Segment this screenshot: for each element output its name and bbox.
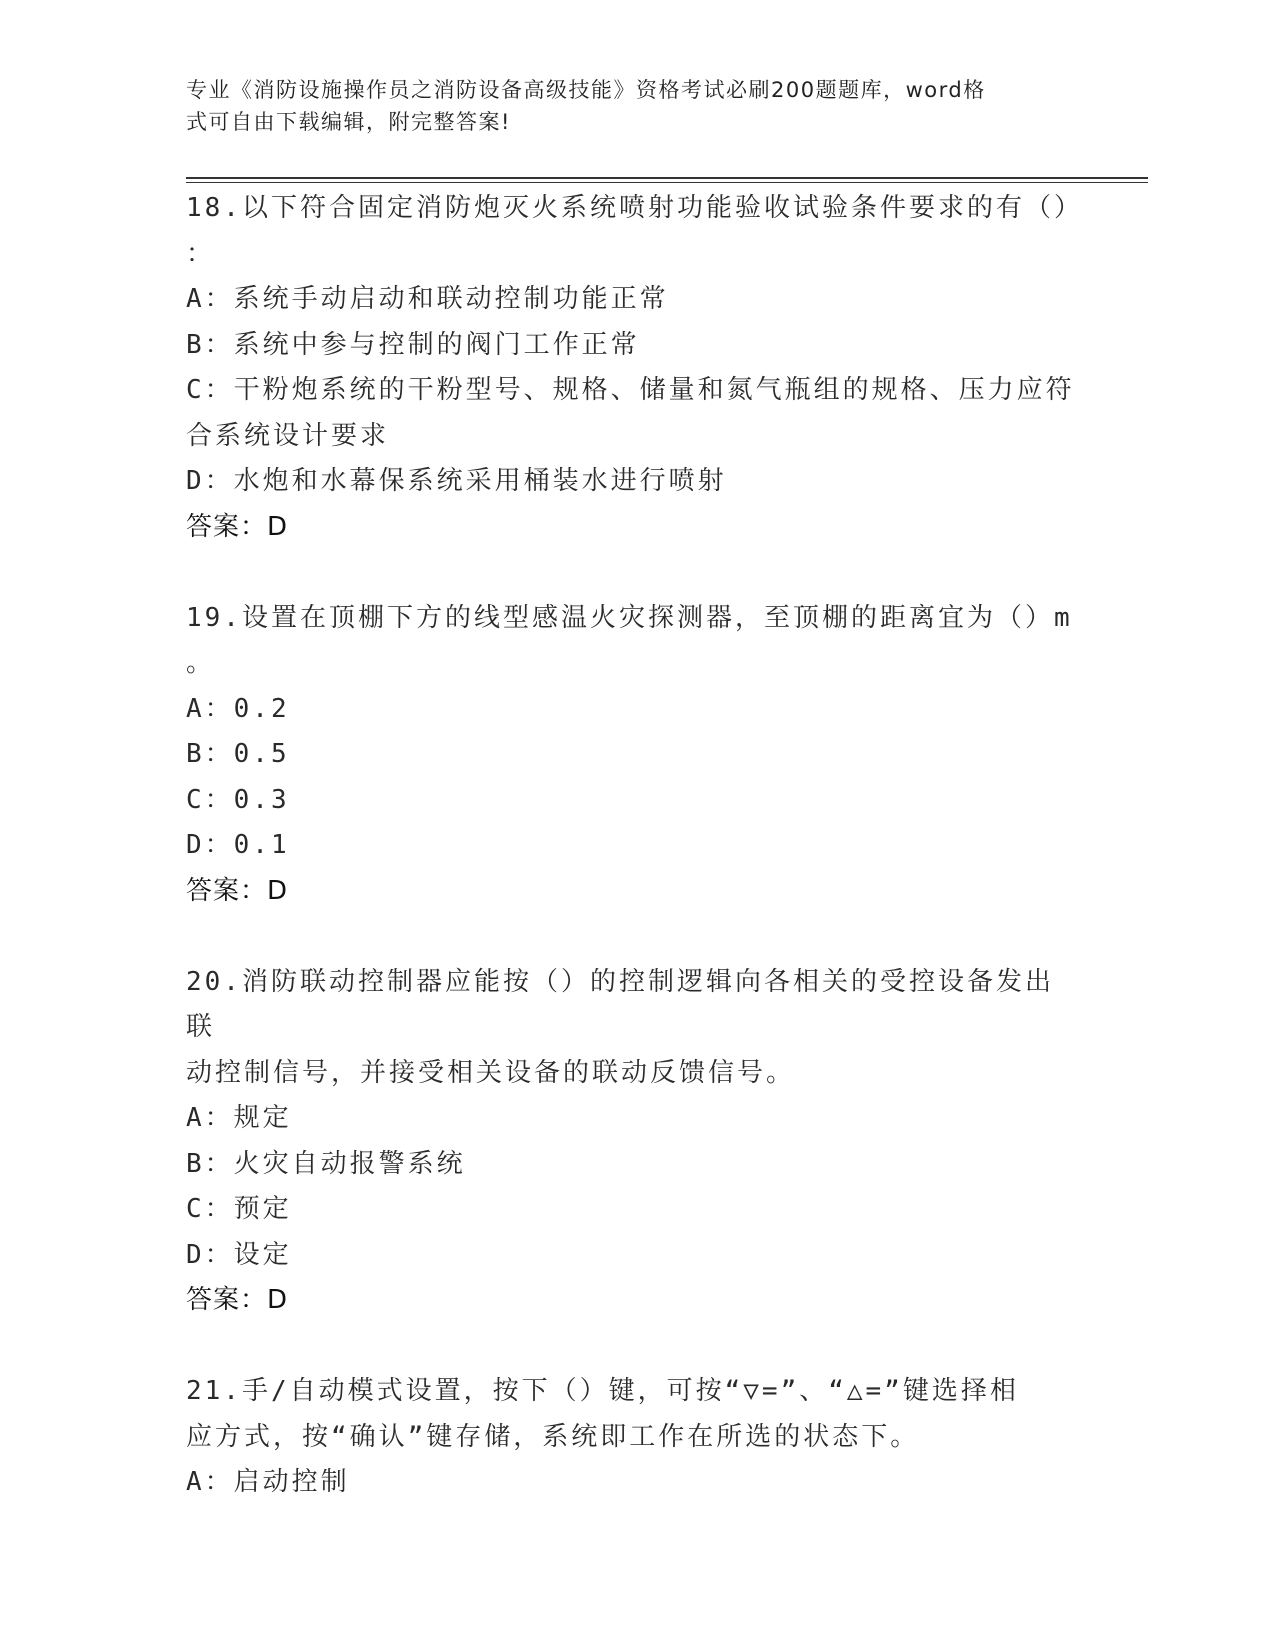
option-d: D：水炮和水幕保系统采用桶装水进行喷射 bbox=[186, 466, 727, 496]
question-20 bbox=[186, 960, 1076, 1324]
header-line-1: 专业《消防设施操作员之消防设备高级技能》资格考试必刷200题题库，word格 bbox=[186, 78, 986, 102]
question-stem-continuation: 动控制信号，并接受相关设备的联动反馈信号。 bbox=[186, 1057, 796, 1088]
document-header bbox=[186, 74, 1066, 138]
spacer bbox=[186, 1324, 1076, 1370]
question-21 bbox=[186, 1369, 1076, 1506]
header-line-2: 式可自由下载编辑，附完整答案! bbox=[186, 110, 511, 134]
question-19 bbox=[186, 596, 1076, 915]
option-d: D：0.1 bbox=[186, 830, 290, 860]
spacer bbox=[186, 550, 1076, 596]
option-b: B：系统中参与控制的阀门工作正常 bbox=[186, 329, 640, 360]
header-divider-thin bbox=[186, 182, 1148, 183]
option-c-continuation: 合系统设计要求 bbox=[186, 420, 390, 451]
option-b: B：火灾自动报警系统 bbox=[186, 1148, 466, 1179]
question-stem: 19.设置在顶棚下方的线型感温火灾探测器，至顶棚的距离宜为（）m bbox=[186, 602, 1073, 633]
option-c: C：干粉炮系统的干粉型号、规格、储量和氮气瓶组的规格、压力应符 bbox=[186, 375, 1075, 405]
option-a: A：系统手动启动和联动控制功能正常 bbox=[186, 284, 669, 314]
question-stem: 18.以下符合固定消防炮灭火系统喷射功能验收试验条件要求的有（） bbox=[186, 193, 1083, 223]
option-d: D：设定 bbox=[186, 1239, 292, 1270]
option-c: C：预定 bbox=[186, 1194, 292, 1224]
option-a: A：启动控制 bbox=[186, 1467, 350, 1497]
spacer bbox=[186, 914, 1076, 960]
option-a: A：规定 bbox=[186, 1103, 292, 1133]
question-18 bbox=[186, 186, 1083, 550]
question-stem: 21.手/自动模式设置，按下（）键，可按“▽=”、“△=”键选择相 bbox=[186, 1376, 1019, 1406]
answer: 答案：D bbox=[186, 511, 289, 542]
option-b: B：0.5 bbox=[186, 739, 290, 769]
question-stem-continuation: ： bbox=[186, 238, 216, 269]
question-list bbox=[186, 186, 1083, 1506]
question-stem: 20.消防联动控制器应能按（）的控制逻辑向各相关的受控设备发出联 bbox=[186, 966, 1054, 1042]
option-a: A：0.2 bbox=[186, 693, 290, 724]
header-divider-thick bbox=[186, 177, 1148, 179]
question-stem-continuation: 。 bbox=[186, 648, 216, 678]
option-c: C：0.3 bbox=[186, 784, 290, 815]
answer: 答案：D bbox=[186, 875, 289, 906]
question-stem-continuation: 应方式，按“确认”键存储，系统即工作在所选的状态下。 bbox=[186, 1421, 920, 1452]
answer: 答案：D bbox=[186, 1285, 289, 1315]
